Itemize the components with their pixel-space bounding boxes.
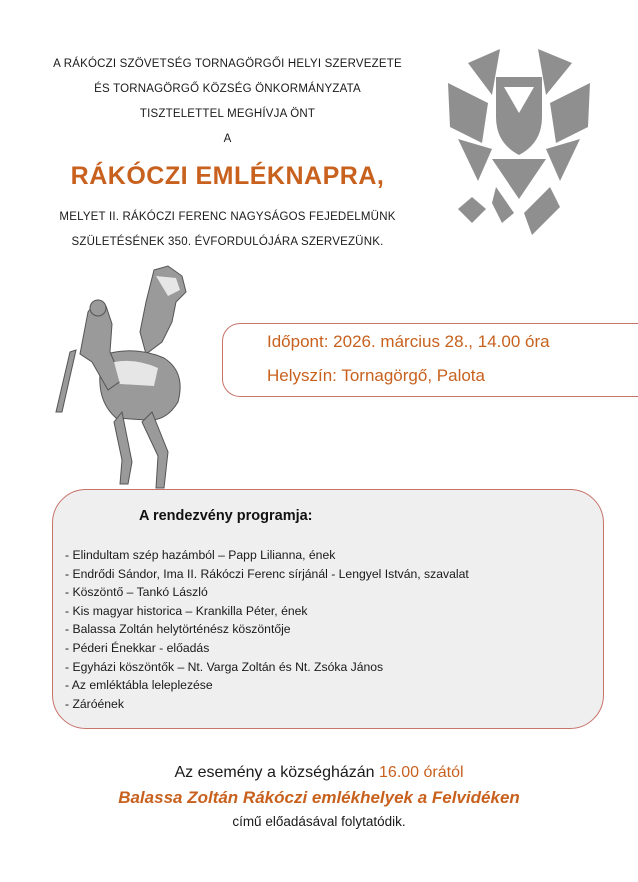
organizer-line-2: ÉS TORNAGÖRGŐ KÖZSÉG ÖNKORMÁNYZATA xyxy=(94,83,361,95)
rakoczi-association-logo-icon xyxy=(448,47,590,237)
invitation-header xyxy=(40,52,415,255)
program-item: - Köszöntő – Tankó László xyxy=(65,585,208,600)
article-line: A xyxy=(223,133,232,145)
program-list xyxy=(65,546,469,713)
program-item: - Egyházi köszöntők – Nt. Varga Zoltán és Nt. Zsóka János xyxy=(65,659,384,674)
invite-line: TISZTELETTEL MEGHÍVJA ÖNT xyxy=(139,108,316,120)
event-title: RÁKÓCZI EMLÉKNAPRA, xyxy=(70,162,385,190)
program-item: - Elindultam szép hazámból – Papp Lilianna, ének xyxy=(65,548,336,562)
organizer-line-1: A RÁKÓCZI SZÖVETSÉG TORNAGÖRGŐI HELYI SZERVEZETE xyxy=(53,58,402,70)
program-item: - Kis magyar historica – Krankilla Péter, ének xyxy=(65,603,308,618)
lecture-suffix: című előadásával folytatódik. xyxy=(232,814,406,829)
continuation-prefix: Az esemény a községházán xyxy=(174,764,380,781)
purpose-line-2: SZÜLETÉSÉNEK 350. ÉVFORDULÓJÁRA SZERVEZÜNK. xyxy=(71,236,384,248)
rakoczi-equestrian-statue-icon xyxy=(36,262,202,494)
program-title: A rendezvény programja: xyxy=(139,508,313,524)
program-item: - Balassa Zoltán helytörténész köszöntője xyxy=(65,622,291,637)
program-item: - Endrődi Sándor, Ima II. Rákóczi Ferenc sírjánál - Lengyel István, szavalat xyxy=(65,566,469,581)
continuation-time: 16.00 órától xyxy=(379,764,464,781)
event-place: Helyszín: Tornagörgő, Palota xyxy=(267,366,485,385)
program-panel xyxy=(52,489,604,729)
footer-note xyxy=(0,760,638,833)
program-item: - Záróének xyxy=(65,696,124,711)
continuation-line xyxy=(0,760,638,785)
lecture-title: Balassa Zoltán Rákóczi emlékhelyek a Felvidéken xyxy=(118,788,520,807)
event-info-box xyxy=(222,323,638,397)
purpose-line-1: MELYET II. RÁKÓCZI FERENC NAGYSÁGOS FEJEDELMÜNK xyxy=(59,211,396,223)
program-item: - Péderi Énekkar - előadás xyxy=(65,640,210,655)
program-item: - Az emléktábla leleplezése xyxy=(65,678,213,693)
event-time: Időpont: 2026. március 28., 14.00 óra xyxy=(267,332,550,351)
